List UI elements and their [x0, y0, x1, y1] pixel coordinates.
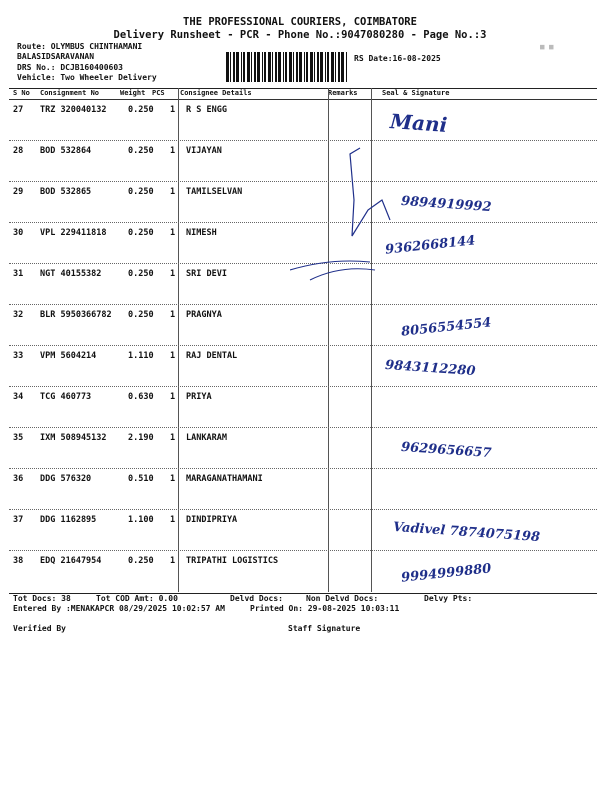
row-consignee-name: MARAGANATHAMANI [186, 474, 263, 484]
handwritten-signature: Mani [389, 109, 449, 137]
col-consignment: Consignment No [40, 89, 100, 97]
barcode-bar [299, 52, 302, 82]
barcode-bar [278, 52, 281, 82]
col-seal-signature: Seal & Signature [382, 89, 450, 97]
table-row [9, 304, 597, 345]
handwritten-signature: 9362668144 [384, 233, 477, 258]
barcode-bar [272, 52, 273, 82]
col-consignee: Consignee Details [180, 89, 252, 97]
row-pcs: 1 [170, 433, 176, 443]
rs-date: RS Date:16-08-2025 [354, 54, 441, 63]
row-weight: 0.250 [128, 310, 154, 320]
row-consignment-no: BOD 532864 [40, 146, 92, 156]
handwritten-signature: 9629656657 [400, 439, 492, 462]
col-sno: S No [13, 89, 30, 97]
barcode-bar [275, 52, 277, 82]
entered-by: Entered By :MENAKAPCR 08/29/2025 10:02:57 AM [13, 604, 225, 613]
delivered-docs: Delvd Docs: [230, 594, 283, 603]
row-weight: 0.250 [128, 269, 154, 279]
barcode-bar [331, 52, 334, 82]
barcode-bar [241, 52, 242, 82]
barcode-bar [338, 52, 340, 82]
row-sno: 35 [13, 433, 24, 443]
row-pcs: 1 [170, 310, 176, 320]
row-sno: 38 [13, 556, 24, 566]
total-cod: Tot COD Amt: 0.00 [96, 594, 178, 603]
handwritten-signature: Vadivel 7874075198 [392, 519, 541, 546]
row-consignment-no: VPL 229411818 [40, 228, 107, 238]
row-weight: 0.250 [128, 187, 154, 197]
row-consignee-name: TRIPATHI LOGISTICS [186, 556, 279, 566]
row-pcs: 1 [170, 556, 176, 566]
barcode-bar [320, 52, 323, 82]
row-weight: 0.630 [128, 392, 154, 402]
col-remarks: Remarks [328, 89, 358, 97]
barcode-bar [226, 52, 229, 82]
row-sno: 32 [13, 310, 24, 320]
row-sno: 34 [13, 392, 24, 402]
barcode-bar [310, 52, 313, 82]
row-consignment-no: DDG 576320 [40, 474, 92, 484]
handwritten-signature: 9843112280 [384, 357, 476, 380]
row-sno: 29 [13, 187, 24, 197]
row-pcs: 1 [170, 351, 176, 361]
row-sno: 33 [13, 351, 24, 361]
barcode-bar [325, 52, 326, 82]
barcode-bar [296, 52, 298, 82]
row-sno: 28 [13, 146, 24, 156]
table-row [9, 99, 597, 140]
barcode-bar [230, 52, 231, 82]
row-consignment-no: EDQ 21647954 [40, 556, 102, 566]
barcode-bar [243, 52, 245, 82]
barcode-bar [341, 52, 344, 82]
row-consignee-name: VIJAYAN [186, 146, 222, 156]
row-consignee-name: R S ENGG [186, 105, 227, 115]
handwritten-signature: 9894919992 [400, 193, 492, 216]
row-weight: 0.250 [128, 556, 154, 566]
document-subtitle: Delivery Runsheet - PCR - Phone No.:9047080280 - Page No.:3 [113, 29, 487, 41]
row-consignee-name: SRI DEVI [186, 269, 227, 279]
row-consignee-name: DINDIPRIYA [186, 515, 238, 525]
row-consignee-name: NIMESH [186, 228, 217, 238]
row-sno: 30 [13, 228, 24, 238]
col-pcs: PCS [152, 89, 165, 97]
barcode-bar [327, 52, 329, 82]
row-consignment-no: BLR 5950366782 [40, 310, 112, 320]
barcode-bar [289, 52, 292, 82]
row-consignee-name: PRAGNYA [186, 310, 222, 320]
row-weight: 1.110 [128, 351, 154, 361]
row-weight: 0.250 [128, 146, 154, 156]
table-row [9, 345, 597, 386]
row-consignment-no: VPM 5604214 [40, 351, 97, 361]
bleed-through-mark: ■ ■ [540, 42, 554, 51]
staff-signature: Staff Signature [288, 624, 361, 633]
verified-by: Verified By [13, 624, 66, 633]
row-weight: 0.250 [128, 228, 154, 238]
barcode-bar [264, 52, 266, 82]
document-title: THE PROFESSIONAL COURIERS, COIMBATORE [183, 16, 417, 28]
table-row [9, 550, 597, 591]
barcode-bar [293, 52, 294, 82]
barcode-bar [254, 52, 256, 82]
barcode-bar [285, 52, 287, 82]
row-pcs: 1 [170, 228, 176, 238]
row-consignment-no: BOD 532865 [40, 187, 92, 197]
row-pcs: 1 [170, 269, 176, 279]
drs-number: DRS No.: DCJB160400603 [17, 63, 123, 72]
barcode-bar [335, 52, 336, 82]
row-sno: 27 [13, 105, 24, 115]
row-consignee-name: PRIYA [186, 392, 212, 402]
total-docs: Tot Docs: 38 [13, 594, 71, 603]
barcode-bar [306, 52, 308, 82]
handwritten-signature: 9994999880 [400, 561, 493, 586]
barcode-bar [251, 52, 252, 82]
row-sno: 37 [13, 515, 24, 525]
barcode-bar [314, 52, 315, 82]
row-consignment-no: TRZ 320040132 [40, 105, 107, 115]
barcode-bar [262, 52, 263, 82]
handwritten-signature: 8056554554 [400, 315, 493, 340]
barcode-bar [268, 52, 271, 82]
route-label: Route: OLYMBUS CHINTHAMANI [17, 42, 143, 51]
row-pcs: 1 [170, 392, 176, 402]
barcode-bar [233, 52, 235, 82]
row-pcs: 1 [170, 187, 176, 197]
row-weight: 2.190 [128, 433, 154, 443]
table-row [9, 509, 597, 550]
table-row [9, 468, 597, 509]
row-consignee-name: TAMILSELVAN [186, 187, 243, 197]
printed-on: Printed On: 29-08-2025 10:03:11 [250, 604, 400, 613]
row-weight: 0.250 [128, 105, 154, 115]
row-weight: 0.510 [128, 474, 154, 484]
row-consignment-no: TCG 460773 [40, 392, 92, 402]
barcode [226, 52, 350, 82]
non-delivered-docs: Non Delvd Docs: [306, 594, 379, 603]
col-weight: Weight [120, 89, 146, 97]
row-sno: 31 [13, 269, 24, 279]
barcode-bar [257, 52, 260, 82]
handwritten-arrow-scribble [290, 140, 590, 310]
row-consignment-no: NGT 40155382 [40, 269, 102, 279]
barcode-bar [304, 52, 305, 82]
barcode-bar [346, 52, 347, 82]
vehicle-label: Vehicle: Two Wheeler Delivery [17, 73, 157, 82]
barcode-bar [236, 52, 239, 82]
row-consignment-no: IXM 508945132 [40, 433, 107, 443]
barcode-bar [247, 52, 250, 82]
row-consignment-no: DDG 1162895 [40, 515, 97, 525]
row-consignee-name: RAJ DENTAL [186, 351, 238, 361]
row-pcs: 1 [170, 105, 176, 115]
delivery-boy-label: BALASIDSARAVANAN [17, 52, 95, 61]
barcode-bar [317, 52, 319, 82]
table-row [9, 386, 597, 427]
row-pcs: 1 [170, 474, 176, 484]
row-weight: 1.100 [128, 515, 154, 525]
table-row [9, 427, 597, 468]
delivery-points: Delvy Pts: [424, 594, 473, 603]
row-pcs: 1 [170, 515, 176, 525]
barcode-bar [283, 52, 284, 82]
row-sno: 36 [13, 474, 24, 484]
row-consignee-name: LANKARAM [186, 433, 227, 443]
row-pcs: 1 [170, 146, 176, 156]
